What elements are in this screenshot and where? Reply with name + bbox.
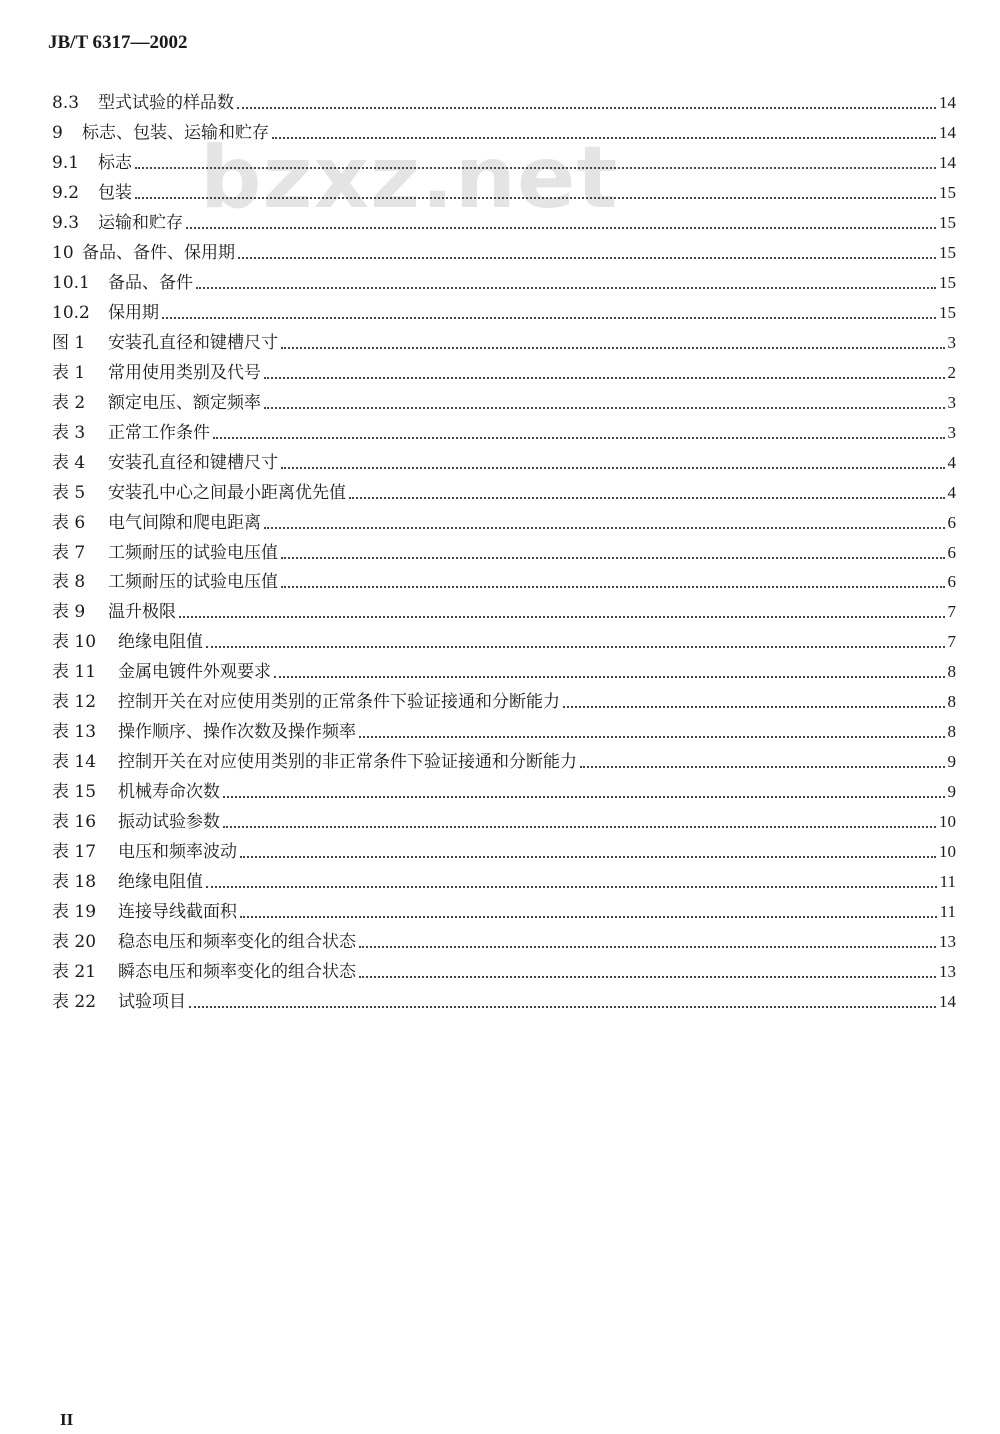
toc-entry — [52, 953, 956, 983]
toc-entry-title: 型式试验的样品数 — [98, 92, 234, 113]
toc-leader-dots — [563, 706, 945, 708]
toc-entry-page: 10 — [939, 812, 956, 832]
toc-entry-number: 表 15 — [52, 782, 97, 803]
toc-entry — [52, 713, 956, 743]
toc-entry-number: 图 1 — [52, 332, 86, 353]
toc-leader-dots — [189, 1006, 936, 1008]
toc-leader-dots — [281, 586, 945, 588]
toc-entry-number: 表 20 — [52, 932, 97, 953]
toc-entry-number: 10 — [52, 242, 74, 263]
toc-leader-dots — [179, 616, 945, 618]
toc-leader-dots — [240, 856, 936, 858]
toc-entry-title: 安装孔直径和键槽尺寸 — [108, 332, 278, 353]
toc-entry — [52, 474, 956, 504]
toc-entry-page: 6 — [947, 572, 956, 592]
toc-leader-dots — [240, 916, 937, 918]
toc-entry-page: 4 — [947, 452, 956, 472]
toc-entry-title: 安装孔直径和键槽尺寸 — [108, 452, 278, 473]
table-of-contents — [52, 84, 956, 1013]
toc-leader-dots — [281, 467, 945, 469]
toc-entry-title: 电气间隙和爬电距离 — [108, 512, 261, 533]
toc-entry-title: 额定电压、额定频率 — [108, 392, 261, 413]
toc-entry-page: 15 — [939, 182, 956, 202]
toc-entry — [52, 144, 956, 174]
toc-leader-dots — [135, 197, 936, 199]
toc-entry-title: 工频耐压的试验电压值 — [108, 542, 278, 563]
toc-entry-page: 11 — [939, 872, 956, 892]
toc-entry-title: 电压和频率波动 — [118, 842, 237, 863]
toc-entry-title: 标志、包装、运输和贮存 — [82, 122, 269, 143]
toc-entry-page: 8 — [947, 722, 956, 742]
toc-entry — [52, 593, 956, 623]
toc-entry-number: 表 19 — [52, 902, 97, 923]
toc-entry-page: 14 — [939, 152, 956, 172]
toc-entry-number: 表 10 — [52, 632, 97, 653]
toc-entry — [52, 623, 956, 653]
toc-entry-title: 连接导线截面积 — [118, 902, 237, 923]
toc-entry-title: 标志 — [98, 152, 132, 173]
toc-entry-page: 3 — [947, 422, 956, 442]
toc-entry-number: 表 6 — [52, 512, 86, 533]
toc-entry-number: 表 18 — [52, 872, 97, 893]
toc-entry-page: 13 — [939, 962, 956, 982]
toc-leader-dots — [213, 437, 945, 439]
toc-entry-page: 8 — [947, 662, 956, 682]
toc-entry-number: 表 17 — [52, 842, 97, 863]
toc-entry-number: 表 5 — [52, 482, 86, 503]
toc-entry-page: 7 — [947, 602, 956, 622]
toc-entry-number: 表 7 — [52, 542, 86, 563]
toc-entry-title: 稳态电压和频率变化的组合状态 — [118, 932, 356, 953]
toc-leader-dots — [359, 946, 936, 948]
toc-entry-page: 7 — [947, 632, 956, 652]
toc-entry — [52, 444, 956, 474]
toc-entry-page: 2 — [947, 362, 956, 382]
toc-entry-number: 10.2 — [52, 302, 90, 323]
toc-entry — [52, 773, 956, 803]
toc-entry-page: 3 — [947, 332, 956, 352]
toc-entry-title: 常用使用类别及代号 — [108, 362, 261, 383]
toc-entry-title: 操作顺序、操作次数及操作频率 — [118, 722, 356, 743]
toc-entry-page: 8 — [947, 692, 956, 712]
toc-leader-dots — [223, 796, 945, 798]
toc-entry-number: 9 — [52, 122, 63, 143]
toc-entry-number: 8.3 — [52, 92, 80, 113]
toc-entry-page: 15 — [939, 272, 956, 292]
toc-entry-title: 控制开关在对应使用类别的正常条件下验证接通和分断能力 — [118, 692, 560, 713]
toc-entry — [52, 833, 956, 863]
toc-entry-page: 10 — [939, 842, 956, 862]
toc-entry — [52, 893, 956, 923]
toc-entry-number: 表 3 — [52, 422, 86, 443]
toc-entry-page: 14 — [939, 122, 956, 142]
toc-entry — [52, 354, 956, 384]
toc-entry-page: 11 — [939, 902, 956, 922]
toc-entry — [52, 653, 956, 683]
toc-entry-page: 15 — [939, 302, 956, 322]
toc-entry-number: 表 16 — [52, 812, 97, 833]
toc-entry — [52, 534, 956, 564]
toc-entry — [52, 504, 956, 534]
toc-entry — [52, 564, 956, 594]
toc-entry-page: 6 — [947, 512, 956, 532]
toc-entry — [52, 234, 956, 264]
toc-entry-number: 表 9 — [52, 602, 86, 623]
toc-entry-title: 试验项目 — [118, 992, 186, 1013]
toc-entry-title: 温升极限 — [108, 602, 176, 623]
document-code: JB/T 6317—2002 — [48, 32, 188, 53]
toc-leader-dots — [264, 527, 945, 529]
toc-entry-number: 表 4 — [52, 452, 86, 473]
toc-entry — [52, 414, 956, 444]
toc-entry-page: 9 — [947, 782, 956, 802]
toc-entry-number: 10.1 — [52, 272, 90, 293]
toc-leader-dots — [162, 317, 936, 319]
toc-leader-dots — [135, 167, 936, 169]
toc-entry-title: 机械寿命次数 — [118, 782, 220, 803]
toc-entry-title: 绝缘电阻值 — [118, 632, 203, 653]
toc-entry — [52, 923, 956, 953]
toc-leader-dots — [237, 107, 936, 109]
toc-leader-dots — [206, 886, 937, 888]
toc-entry-page: 6 — [947, 542, 956, 562]
toc-entry — [52, 863, 956, 893]
toc-leader-dots — [359, 736, 945, 738]
toc-entry — [52, 743, 956, 773]
toc-entry-page: 3 — [947, 392, 956, 412]
toc-leader-dots — [206, 646, 945, 648]
toc-entry-title: 振动试验参数 — [118, 812, 220, 833]
toc-entry — [52, 114, 956, 144]
toc-leader-dots — [264, 407, 945, 409]
toc-leader-dots — [580, 766, 945, 768]
toc-entry-number: 表 13 — [52, 722, 97, 743]
toc-entry-page: 9 — [947, 752, 956, 772]
toc-entry-number: 9.2 — [52, 182, 80, 203]
toc-entry-title: 瞬态电压和频率变化的组合状态 — [118, 962, 356, 983]
toc-leader-dots — [281, 347, 945, 349]
toc-leader-dots — [272, 137, 936, 139]
toc-entry — [52, 204, 956, 234]
toc-leader-dots — [223, 826, 936, 828]
toc-entry — [52, 324, 956, 354]
toc-entry — [52, 983, 956, 1013]
toc-entry-title: 工频耐压的试验电压值 — [108, 572, 278, 593]
toc-entry-title: 包装 — [98, 182, 132, 203]
toc-entry-title: 绝缘电阻值 — [118, 872, 203, 893]
toc-leader-dots — [349, 497, 945, 499]
toc-entry — [52, 384, 956, 414]
toc-entry-title: 保用期 — [108, 302, 159, 323]
toc-entry-number: 9.3 — [52, 212, 80, 233]
toc-entry-title: 正常工作条件 — [108, 422, 210, 443]
toc-entry-page: 4 — [947, 482, 956, 502]
toc-entry-number: 表 12 — [52, 692, 97, 713]
toc-entry — [52, 294, 956, 324]
toc-entry — [52, 803, 956, 833]
toc-leader-dots — [196, 287, 936, 289]
toc-leader-dots — [238, 257, 936, 259]
toc-leader-dots — [186, 227, 936, 229]
toc-entry-number: 9.1 — [52, 152, 80, 173]
toc-entry-page: 15 — [939, 212, 956, 232]
toc-entry-page: 14 — [939, 92, 956, 112]
toc-leader-dots — [281, 557, 945, 559]
watermark: bzxz.net — [200, 128, 619, 228]
toc-entry-title: 控制开关在对应使用类别的非正常条件下验证接通和分断能力 — [118, 752, 577, 773]
toc-leader-dots — [264, 377, 945, 379]
page-number: II — [60, 1410, 74, 1429]
toc-leader-dots — [359, 976, 936, 978]
toc-entry-number: 表 1 — [52, 362, 86, 383]
toc-entry-title: 安装孔中心之间最小距离优先值 — [108, 482, 346, 503]
toc-entry-number: 表 2 — [52, 392, 86, 413]
toc-entry-page: 15 — [939, 242, 956, 262]
toc-entry-number: 表 8 — [52, 572, 86, 593]
toc-entry — [52, 174, 956, 204]
toc-entry — [52, 84, 956, 114]
toc-leader-dots — [274, 676, 945, 678]
toc-entry-number: 表 21 — [52, 962, 97, 983]
toc-entry-number: 表 14 — [52, 752, 97, 773]
toc-entry-title: 运输和贮存 — [98, 212, 183, 233]
toc-entry-number: 表 22 — [52, 992, 97, 1013]
toc-entry — [52, 264, 956, 294]
toc-entry-title: 备品、备件 — [108, 272, 193, 293]
toc-entry-title: 金属电镀件外观要求 — [118, 662, 271, 683]
toc-entry — [52, 683, 956, 713]
toc-entry-page: 14 — [939, 992, 956, 1012]
toc-entry-title: 备品、备件、保用期 — [82, 242, 235, 263]
toc-entry-page: 13 — [939, 932, 956, 952]
toc-entry-number: 表 11 — [52, 662, 97, 683]
